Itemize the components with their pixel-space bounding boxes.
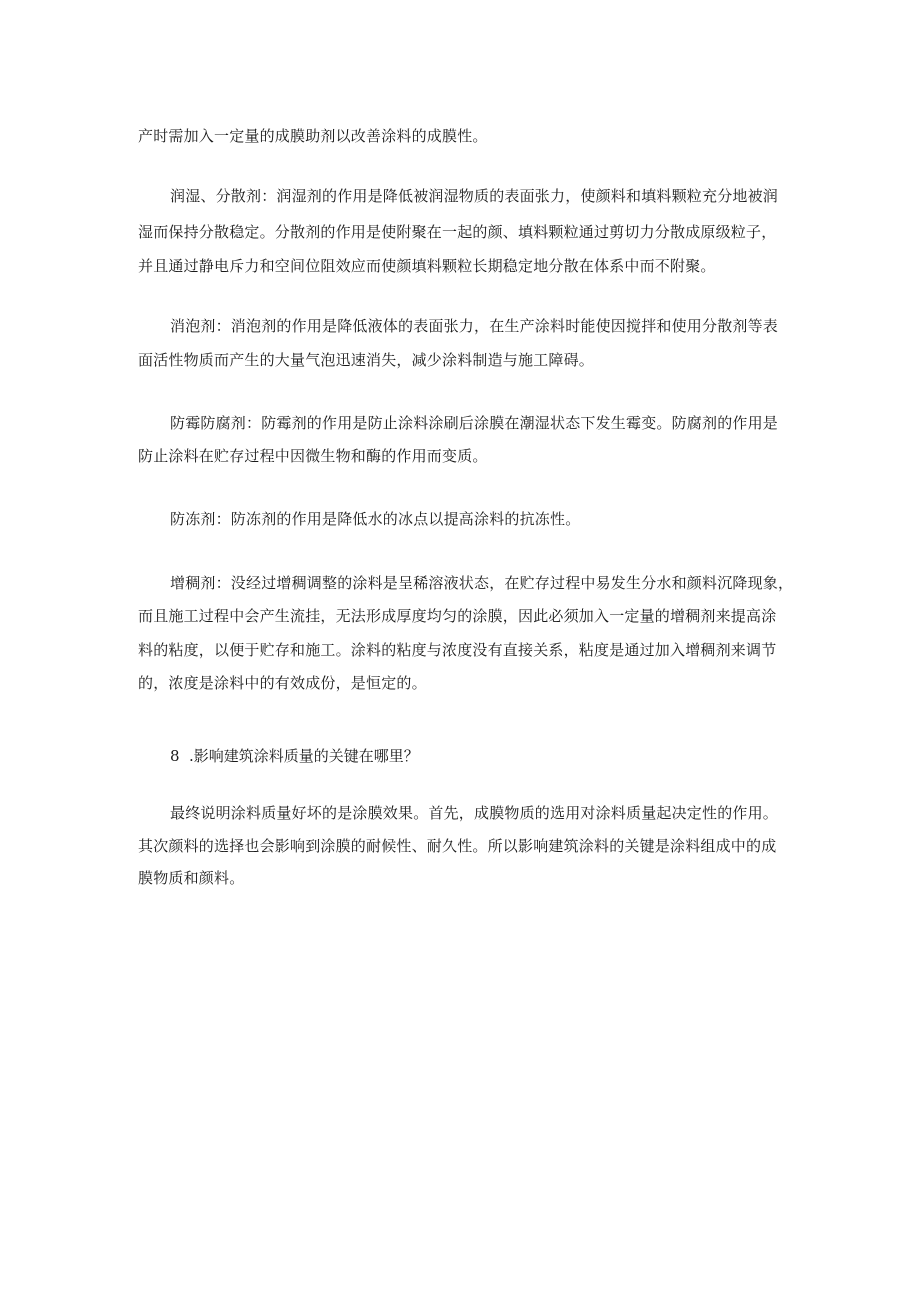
text-line: 料的粘度，以便于贮存和施工。涂料的粘度与浓度没有直接关系，粘度是通过加入增稠剂来调节 (138, 641, 777, 659)
text-line: 的，浓度是涂料中的有效成份，是恒定的。 (138, 674, 427, 692)
text-line: 润湿、分散剂：润湿剂的作用是降低被润湿物质的表面张力，使颜料和填料颗粒充分地被润 (170, 187, 779, 205)
question-heading: .影响建筑涂料质量的关键在哪里？ (189, 747, 419, 765)
text-line: 增稠剂：没经过增稠调整的涂料是呈稀溶液状态，在贮存过程中易发生分水和颜料沉降现象， (170, 574, 794, 592)
text-line: 其次颜料的选择也会影响到涂膜的耐候性、耐久性。所以影响建筑涂料的关键是涂料组成中的成 (138, 837, 777, 855)
text-line: 而且施工过程中会产生流挂，无法形成厚度均匀的涂膜，因此必须加入一定量的增稠剂来提高涂 (138, 607, 777, 625)
text-line: 防冻剂：防冻剂的作用是降低水的冰点以提高涂料的抗冻性。 (170, 510, 581, 528)
text-line: 防霉防腐剂：防霉剂的作用是防止涂料涂刷后涂膜在潮湿状态下发生霉变。防腐剂的作用是 (170, 414, 779, 432)
text-line: 湿而保持分散稳定。分散剂的作用是使附聚在一起的颜、填料颗粒通过剪切力分散成原级粒子， (138, 223, 777, 241)
question-number: 8 (170, 747, 180, 765)
text-line: 防止涂料在贮存过程中因微生物和酶的作用而变质。 (138, 447, 488, 465)
text-line: 膜物质和颜料。 (138, 869, 245, 887)
text-line: 产时需加入一定量的成膜助剂以改善涂料的成膜性。 (138, 127, 488, 145)
text-line: 并且通过静电斥力和空间位阻效应而使颜填料颗粒长期稳定地分散在体系中而不附聚。 (138, 257, 716, 275)
text-line: 面活性物质而产生的大量气泡迅速消失，减少涂料制造与施工障碍。 (138, 351, 595, 369)
text-line: 最终说明涂料质量好坏的是涂膜效果。首先，成膜物质的选用对涂料质量起决定性的作用。 (170, 804, 779, 822)
text-line: 消泡剂：消泡剂的作用是降低液体的表面张力，在生产涂料时能使因搅拌和使用分散剂等表 (170, 317, 779, 335)
